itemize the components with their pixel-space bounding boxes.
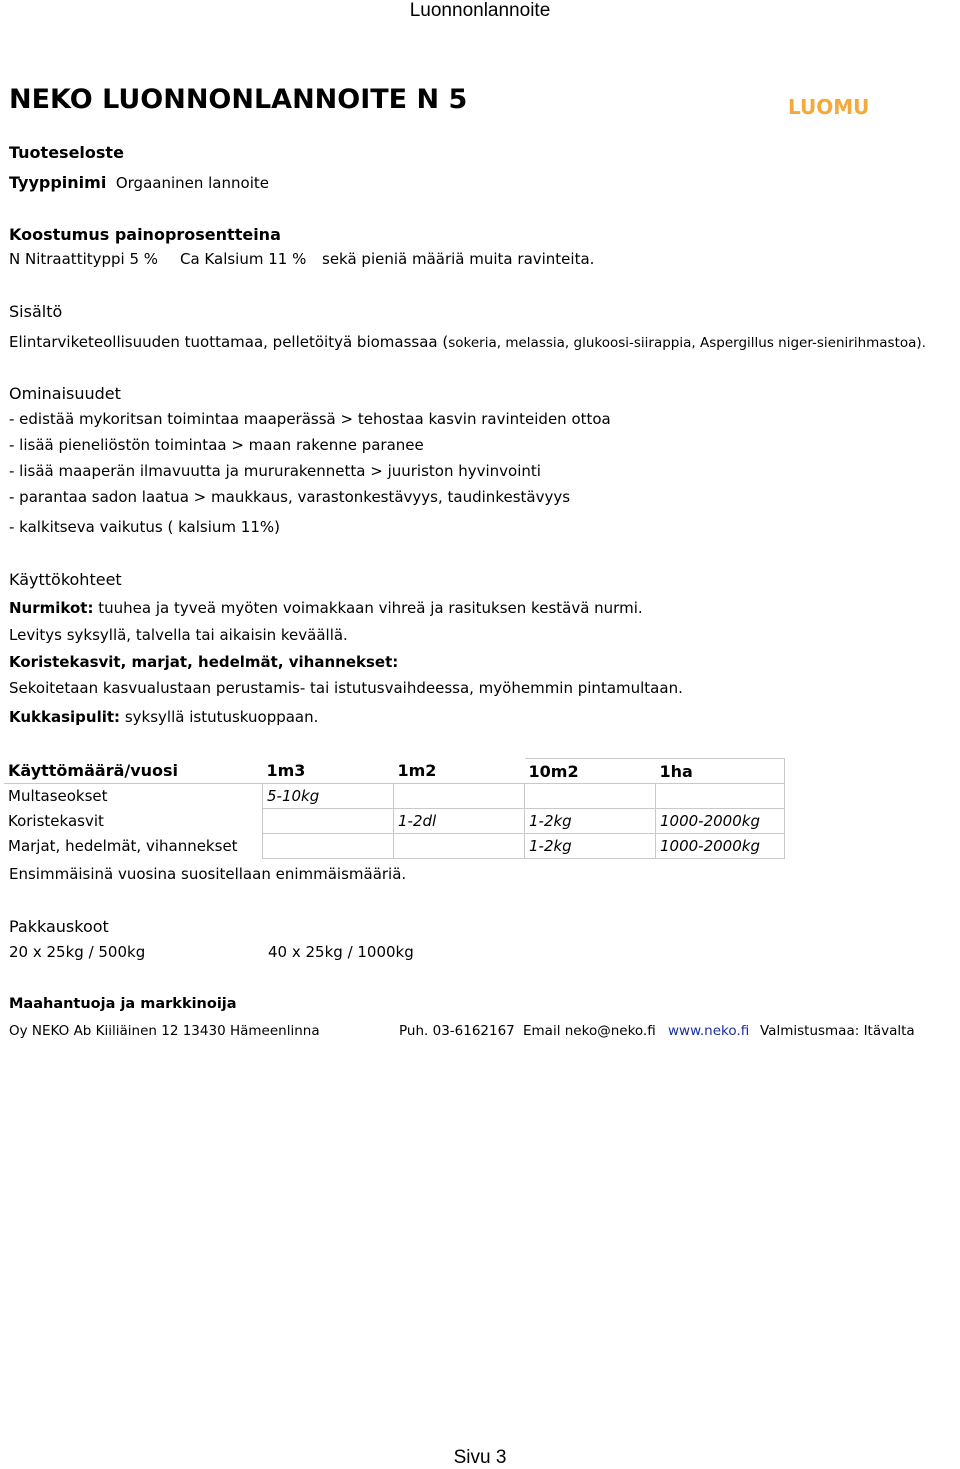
uses-plants-label: Koristekasvit, marjat, hedelmät, vihannekset: <box>9 653 399 671</box>
table-cell <box>656 784 785 809</box>
section-heading: Tuoteseloste <box>9 143 124 162</box>
page-number: Sivu 3 <box>453 1447 507 1468</box>
usage-header-cell: 1ha <box>656 759 785 784</box>
table-cell: 1-2kg <box>525 834 656 859</box>
page-header: Luonnonlannoite <box>409 0 551 21</box>
uses-bulbs-text: syksyllä istutuskuoppaan. <box>124 708 319 726</box>
organic-badge: LUOMU <box>788 95 870 119</box>
usage-table <box>4 758 785 859</box>
importer-origin: Valmistusmaa: Itävalta <box>760 1023 915 1039</box>
property-item: - parantaa sadon laatua > maukkaus, varastonkestävyys, taudinkestävyys <box>9 488 571 506</box>
properties-heading: Ominaisuudet <box>9 384 121 403</box>
uses-bulbs <box>9 708 318 726</box>
property-item: - lisää maaperän ilmavuutta ja mururakennetta > juuriston hyvinvointi <box>9 462 541 480</box>
usage-note: Ensimmäisinä vuosina suositellaan enimmäismääriä. <box>9 865 407 883</box>
table-cell <box>394 784 525 809</box>
table-cell: 1000-2000kg <box>656 809 785 834</box>
table-cell: Multaseokset <box>4 784 263 809</box>
packaging-heading: Pakkauskoot <box>9 917 109 936</box>
table-cell <box>263 809 394 834</box>
content-text <box>9 333 926 351</box>
packaging-option: 40 x 25kg / 1000kg <box>268 943 414 961</box>
content-heading: Sisältö <box>9 302 63 321</box>
type-row <box>9 173 269 192</box>
uses-lawn-text2: Levitys syksyllä, talvella tai aikaisin keväällä. <box>9 626 348 644</box>
table-cell <box>525 784 656 809</box>
table-cell <box>394 834 525 859</box>
usage-table-header <box>4 759 785 784</box>
usage-header-cell: 10m2 <box>525 759 656 784</box>
property-item: - lisää pieneliöstön toimintaa > maan rakenne paranee <box>9 436 424 454</box>
type-value: Orgaaninen lannoite <box>115 174 269 192</box>
importer-phone: Puh. 03-6162167 <box>399 1023 515 1039</box>
usage-header-cell: Käyttömäärä/vuosi <box>4 759 263 784</box>
table-row <box>4 809 785 834</box>
table-cell: 1000-2000kg <box>656 834 785 859</box>
table-cell: Marjat, hedelmät, vihannekset <box>4 834 263 859</box>
importer-email[interactable]: Email neko@neko.fi <box>523 1023 656 1039</box>
table-cell: 1-2kg <box>525 809 656 834</box>
composition-n: N Nitraattityppi 5 % <box>9 250 159 268</box>
importer-heading: Maahantuoja ja markkinoija <box>9 996 237 1012</box>
uses-heading: Käyttökohteet <box>9 570 122 589</box>
content-text-small: sokeria, melassia, glukoosi-siirappia, Aspergillus niger-sienirihmastoa). <box>448 335 926 351</box>
packaging-option: 20 x 25kg / 500kg <box>9 943 146 961</box>
property-item: - kalkitseva vaikutus ( kalsium 11%) <box>9 518 280 536</box>
usage-header-cell: 1m3 <box>263 759 394 784</box>
product-title: NEKO LUONNONLANNOITE N 5 <box>9 84 468 115</box>
composition-ca: Ca Kalsium 11 % <box>180 250 307 268</box>
property-item: - edistää mykoritsan toimintaa maaperässä > tehostaa kasvin ravinteiden ottoa <box>9 410 611 428</box>
table-cell <box>263 834 394 859</box>
table-cell: 5-10kg <box>263 784 394 809</box>
composition-heading: Koostumus painoprosentteina <box>9 225 281 244</box>
uses-bulbs-label: Kukkasipulit: <box>9 708 121 726</box>
usage-header-cell: 1m2 <box>394 759 525 784</box>
content-text-main: Elintarviketeollisuuden tuottamaa, pelletöityä biomassaa ( <box>9 333 449 351</box>
composition-rest: sekä pieniä määriä muita ravinteita. <box>322 250 595 268</box>
uses-plants-text: Sekoitetaan kasvualustaan perustamis- tai istutusvaihdeessa, myöhemmin pintamultaan. <box>9 679 683 697</box>
website-link[interactable]: www.neko.fi <box>668 1023 750 1039</box>
table-row <box>4 784 785 809</box>
uses-lawn <box>9 599 643 617</box>
uses-lawn-label: Nurmikot: <box>9 599 94 617</box>
type-label: Tyyppinimi <box>9 173 107 192</box>
importer-address: Oy NEKO Ab Kiiliäinen 12 13430 Hämeenlinna <box>9 1023 320 1039</box>
table-cell: Koristekasvit <box>4 809 263 834</box>
table-row <box>4 834 785 859</box>
uses-lawn-text: tuuhea ja tyveä myöten voimakkaan vihreä ja rasituksen kestävä nurmi. <box>98 599 643 617</box>
table-cell: 1-2dl <box>394 809 525 834</box>
